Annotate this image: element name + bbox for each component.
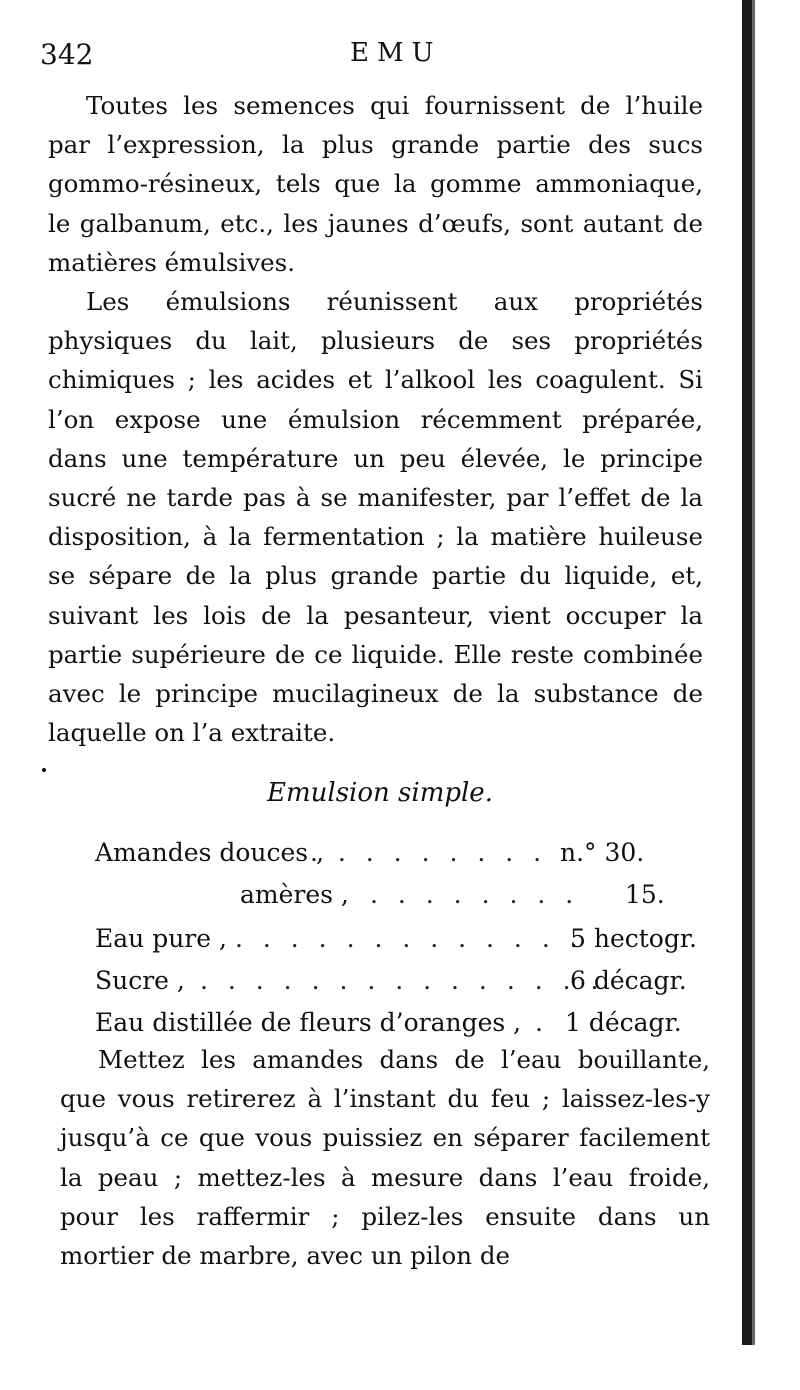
paragraph: Toutes les semences qui fournissent de l’huile par l’expression, la plus grande partie des sucs gommo-résineux, tels que la gomme ammoniaque, le galbanum, etc., les jaunes d’œufs, sont autant de matières émulsives.: [48, 91, 703, 277]
main-text: [48, 86, 703, 752]
ingredient-name: amères ,: [240, 880, 349, 909]
recipe-title: Emulsion simple.: [267, 778, 493, 808]
leader-dots: . . . . . . . . . . . . . . .: [200, 966, 605, 995]
page-header: [40, 38, 720, 78]
ingredient-row: [0, 966, 800, 1006]
print-speck: [42, 768, 46, 772]
ingredient-quantity: 1 décagr.: [565, 1008, 682, 1037]
ingredient-quantity: 5 hectogr.: [570, 924, 698, 953]
leader-dots: . . . . . . . .: [370, 880, 580, 909]
leader-dots: . . . . . . . . .: [310, 838, 548, 867]
paragraph: Mettez les amandes dans de l’eau bouillante, que vous retirerez à l’instant du feu ; laissez-les-y jusqu’à ce que vous puissiez en séparer facilement la peau ; mettez-les à mesure dans l’eau froide, pour les raffermir ; pilez-les ensuite dans un mortier de marbre, avec un pilon de: [60, 1045, 710, 1271]
running-head: EMU: [350, 38, 442, 68]
instructions-text: [60, 1040, 710, 1275]
ingredient-row: [0, 880, 800, 920]
page-edge-shadow-inner: [752, 0, 755, 1345]
ingredient-quantity: 6 décagr.: [570, 966, 687, 995]
leader-dots: .: [535, 1008, 549, 1037]
paragraph: Les émulsions réunissent aux propriétés physiques du lait, plusieurs de ses propriétés chimiques ; les acides et l’alkool les coagulent. Si l’on expose une émulsion récemment préparée, dans une température un peu élevée, le principe sucré ne tarde pas à se manifester, par l’effet de la disposition, à la fermentation ; la matière huileuse se sépare de la plus grande partie du liquide, et, suivant les lois de la pesanteur, vient occuper la partie supérieure de ce liquide. Elle reste combinée avec le principe mucilagineux de la substance de laquelle on l’a extraite.: [48, 287, 703, 748]
ingredient-quantity: 15.: [625, 880, 665, 909]
ingredient-quantity: n.° 30.: [560, 838, 645, 867]
ingredient-name: Eau distillée de fleurs d’oranges ,: [95, 1008, 522, 1037]
ingredient-name: Amandes douces ,: [95, 838, 325, 867]
ingredient-row: [0, 838, 800, 878]
ingredient-row: [0, 924, 800, 964]
leader-dots: . . . . . . . . . . . . .: [235, 924, 584, 953]
ingredient-name: Eau pure ,: [95, 924, 227, 953]
page-number: 342: [40, 38, 94, 71]
page-edge-shadow: [742, 0, 752, 1345]
ingredient-name: Sucre ,: [95, 966, 185, 995]
